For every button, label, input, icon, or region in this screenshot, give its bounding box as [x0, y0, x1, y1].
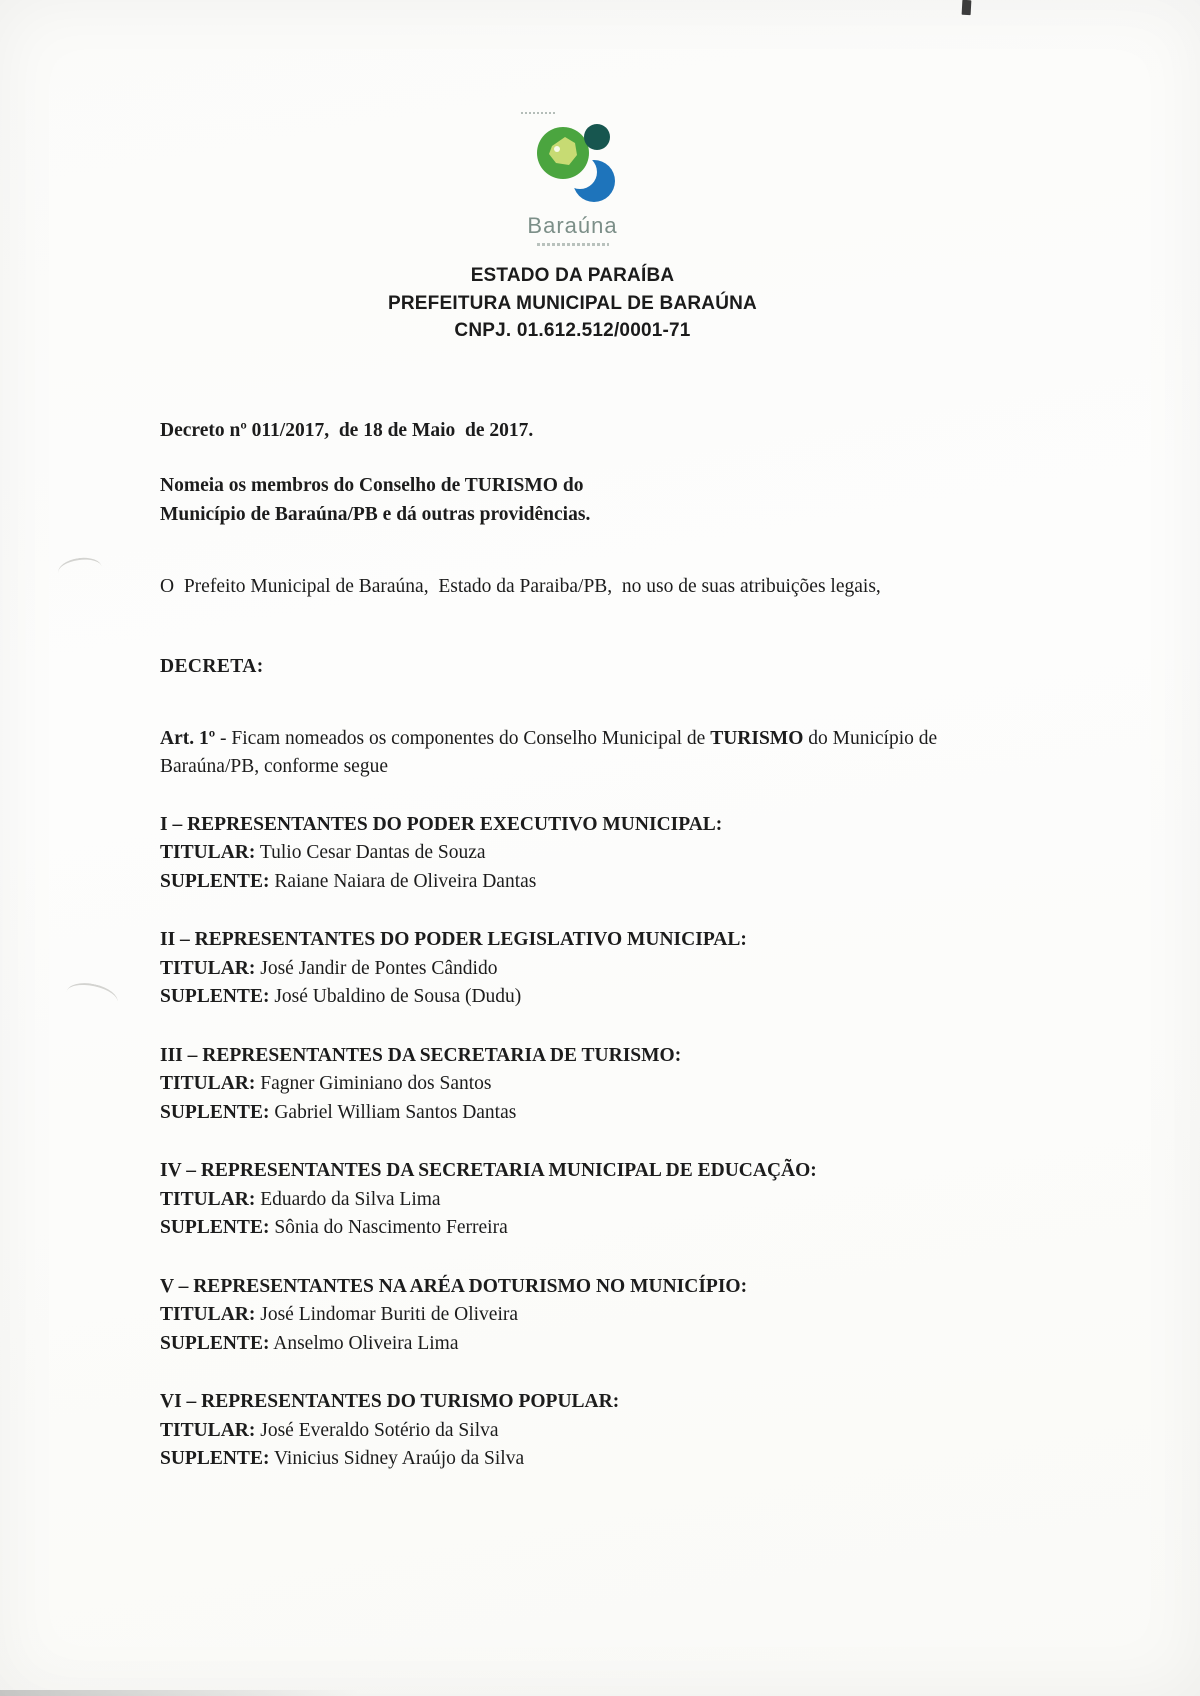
titular-name: José Jandir de Pontes Cândido: [260, 957, 498, 979]
section-heading: V – REPRESENTANTES NA ARÉA DOTURISMO NO MUNICÍPIO:: [160, 1275, 748, 1297]
titular-name: Tulio Cesar Dantas de Souza: [259, 842, 486, 863]
article-1: [160, 725, 985, 781]
suplente-line: [160, 1445, 985, 1474]
titular-line: [160, 1186, 985, 1215]
suplente-label: SUPLENTE:: [160, 870, 270, 892]
article-1-text: - Ficam nomeados os componentes do Conselho Municipal de: [215, 727, 711, 749]
suplente-label: SUPLENTE:: [160, 1217, 270, 1238]
titular-line: [160, 955, 985, 984]
suplente-label: SUPLENTE:: [160, 1332, 270, 1354]
suplente-label: SUPLENTE:: [160, 1101, 270, 1123]
letterhead-municipality-line: PREFEITURA MUNICIPAL DE BARAÚNA: [388, 292, 757, 314]
decreta-heading: DECRETA:: [160, 655, 264, 677]
suplente-line: [160, 1330, 985, 1359]
section-heading: II – REPRESENTANTES DO PODER LEGISLATIVO MUNICIPAL:: [160, 929, 747, 950]
logo-tagline: [537, 243, 609, 246]
section-executivo: [160, 811, 985, 897]
suplente-name: Raiane Naiara de Oliveira Dantas: [274, 870, 537, 892]
titular-label: TITULAR:: [160, 842, 256, 863]
suplente-name: Gabriel William Santos Dantas: [274, 1101, 517, 1123]
letterhead-cnpj-line: CNPJ. 01.612.512/0001-71: [454, 320, 691, 341]
titular-line: [160, 839, 985, 868]
titular-label: TITULAR:: [160, 957, 256, 979]
decree-summary-line1: Nomeia os membros do Conselho de TURISMO do: [160, 474, 584, 496]
decree-summary: [160, 471, 630, 529]
suplente-line: [160, 1214, 985, 1243]
scan-artifact-mark: [962, 0, 972, 15]
suplente-label: SUPLENTE:: [160, 986, 270, 1007]
titular-label: TITULAR:: [160, 1419, 256, 1441]
section-heading: I – REPRESENTANTES DO PODER EXECUTIVO MUNICIPAL:: [160, 813, 723, 835]
section-legislativo: [160, 926, 985, 1012]
suplente-line: [160, 868, 985, 897]
titular-name: Fagner Giminiano dos Santos: [260, 1073, 492, 1094]
section-secretaria-turismo: [160, 1042, 985, 1128]
titular-name: José Lindomar Buriti de Oliveira: [260, 1304, 519, 1325]
titular-label: TITULAR:: [160, 1073, 256, 1094]
article-1-emphasis: TURISMO: [710, 727, 804, 749]
titular-line: [160, 1070, 985, 1099]
section-area-turismo: [160, 1273, 985, 1359]
suplente-line: [160, 983, 985, 1012]
decree-preamble: O Prefeito Municipal de Baraúna, Estado da Paraiba/PB, no uso de suas atribuições legais,: [160, 575, 881, 597]
section-turismo-popular: [160, 1388, 985, 1474]
suplente-name: José Ubaldino de Sousa (Dudu): [274, 986, 522, 1007]
suplente-name: Sônia do Nascimento Ferreira: [274, 1217, 508, 1238]
section-heading: III – REPRESENTANTES DA SECRETARIA DE TURISMO:: [160, 1044, 682, 1066]
suplente-name: Anselmo Oliveira Lima: [273, 1332, 459, 1354]
city-logo: [513, 112, 633, 246]
article-1-text-2: do Município de Baraúna/PB, conforme segue: [160, 727, 943, 777]
titular-line: [160, 1301, 985, 1330]
scan-edge-shadow: [0, 1690, 1200, 1696]
section-heading: IV – REPRESENTANTES DA SECRETARIA MUNICIPAL DE EDUCAÇÃO:: [160, 1160, 817, 1181]
titular-name: José Everaldo Sotério da Silva: [260, 1419, 499, 1441]
titular-name: Eduardo da Silva Lima: [260, 1188, 441, 1210]
decree-summary-line2: Município de Baraúna/PB e dá outras providências.: [160, 503, 591, 525]
letterhead: [160, 112, 985, 345]
titular-line: [160, 1417, 985, 1446]
suplente-name: Vinicius Sidney Araújo da Silva: [273, 1448, 525, 1469]
section-heading: VI – REPRESENTANTES DO TURISMO POPULAR:: [160, 1391, 620, 1412]
article-1-label: Art. 1º: [160, 727, 216, 749]
suplente-label: SUPLENTE:: [160, 1448, 270, 1469]
decree-number-line: Decreto nº 011/2017, de 18 de Maio de 2017.: [160, 419, 534, 441]
logo-wordmark: Baraúna: [527, 213, 618, 238]
decree-body: [160, 417, 985, 1474]
letterhead-state-line: ESTADO DA PARAÍBA: [470, 265, 675, 286]
logo-micro-text: [521, 112, 555, 114]
titular-label: TITULAR:: [160, 1188, 256, 1210]
city-logo-icon: [513, 115, 633, 211]
suplente-line: [160, 1099, 985, 1128]
titular-label: TITULAR:: [160, 1304, 256, 1325]
section-educacao: [160, 1157, 985, 1243]
